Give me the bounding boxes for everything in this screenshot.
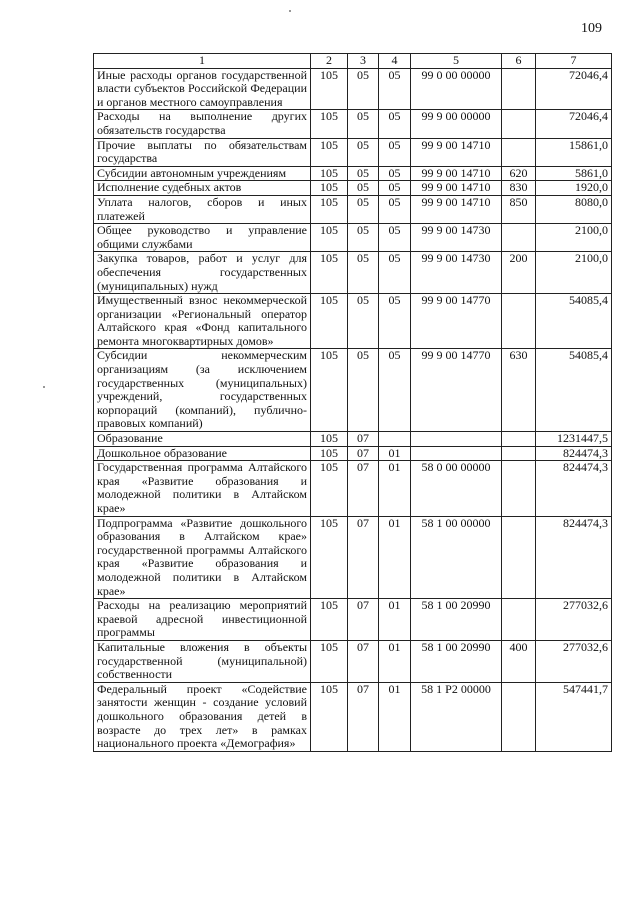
cell-expense-type: 850	[502, 195, 536, 223]
cell-subsection: 01	[379, 461, 411, 516]
cell-subsection: 05	[379, 166, 411, 181]
cell-expense-type	[502, 461, 536, 516]
cell-target-article: 99 9 00 14730	[411, 224, 502, 252]
table-row	[94, 181, 612, 196]
cell-target-article: 58 1 00 00000	[411, 516, 502, 599]
cell-expense-type	[502, 432, 536, 447]
cell-name: Расходы на реализацию мероприятий краевой адресной инвестиционной программы	[94, 599, 311, 641]
cell-target-article: 99 9 00 00000	[411, 110, 502, 138]
cell-name: Прочие выплаты по обязательствам государства	[94, 138, 311, 166]
cell-code: 105	[311, 294, 348, 349]
cell-code: 105	[311, 252, 348, 294]
cell-amount: 1231447,5	[536, 432, 612, 447]
budget-table	[93, 53, 612, 752]
cell-target-article: 58 1 00 20990	[411, 640, 502, 682]
cell-expense-type: 620	[502, 166, 536, 181]
cell-subsection: 01	[379, 599, 411, 641]
cell-subsection: 05	[379, 224, 411, 252]
cell-name: Иные расходы органов государственной власти субъектов Российской Федерации и органов местного самоуправления	[94, 68, 311, 110]
table-row	[94, 195, 612, 223]
cell-amount: 72046,4	[536, 68, 612, 110]
cell-code: 105	[311, 195, 348, 223]
table-row	[94, 446, 612, 461]
cell-section: 07	[348, 446, 379, 461]
cell-target-article: 58 0 00 00000	[411, 461, 502, 516]
cell-name: Закупка товаров, работ и услуг для обеспечения государственных (муниципальных) нужд	[94, 252, 311, 294]
table-row	[94, 599, 612, 641]
cell-amount: 547441,7	[536, 682, 612, 751]
table-row	[94, 224, 612, 252]
column-header: 4	[379, 54, 411, 69]
cell-section: 05	[348, 181, 379, 196]
table-row	[94, 682, 612, 751]
cell-section: 07	[348, 461, 379, 516]
cell-expense-type	[502, 682, 536, 751]
column-header: 7	[536, 54, 612, 69]
column-header: 6	[502, 54, 536, 69]
table-row	[94, 294, 612, 349]
cell-section: 07	[348, 432, 379, 447]
cell-expense-type	[502, 599, 536, 641]
cell-section: 05	[348, 294, 379, 349]
table-row	[94, 68, 612, 110]
cell-section: 05	[348, 138, 379, 166]
cell-amount: 2100,0	[536, 252, 612, 294]
cell-expense-type: 630	[502, 349, 536, 432]
cell-amount: 824474,3	[536, 516, 612, 599]
cell-section: 05	[348, 195, 379, 223]
cell-expense-type	[502, 224, 536, 252]
cell-amount: 824474,3	[536, 461, 612, 516]
cell-name: Образование	[94, 432, 311, 447]
cell-amount: 72046,4	[536, 110, 612, 138]
cell-subsection: 05	[379, 294, 411, 349]
cell-name: Общее руководство и управление общими службами	[94, 224, 311, 252]
cell-expense-type	[502, 294, 536, 349]
cell-code: 105	[311, 599, 348, 641]
cell-section: 07	[348, 682, 379, 751]
cell-name: Государственная программа Алтайского края «Развитие образования и молодежной политики в Алтайском крае»	[94, 461, 311, 516]
cell-code: 105	[311, 516, 348, 599]
table-row	[94, 432, 612, 447]
cell-expense-type	[502, 110, 536, 138]
cell-code: 105	[311, 166, 348, 181]
page-number: 109	[581, 21, 602, 36]
cell-code: 105	[311, 446, 348, 461]
cell-target-article: 58 1 P2 00000	[411, 682, 502, 751]
cell-amount: 1920,0	[536, 181, 612, 196]
cell-target-article: 99 9 00 14710	[411, 166, 502, 181]
cell-subsection: 01	[379, 640, 411, 682]
cell-code: 105	[311, 461, 348, 516]
cell-subsection: 01	[379, 516, 411, 599]
cell-subsection: 05	[379, 195, 411, 223]
scan-speck	[43, 386, 45, 388]
cell-subsection: 05	[379, 138, 411, 166]
cell-name: Подпрограмма «Развитие дошкольного образования в Алтайском крае» государственной программы Алтайского края «Развитие образования и молодежной политики в Алтайском крае»	[94, 516, 311, 599]
cell-section: 05	[348, 349, 379, 432]
cell-target-article	[411, 446, 502, 461]
cell-section: 05	[348, 68, 379, 110]
cell-name: Уплата налогов, сборов и иных платежей	[94, 195, 311, 223]
cell-section: 07	[348, 640, 379, 682]
column-header: 2	[311, 54, 348, 69]
cell-amount: 2100,0	[536, 224, 612, 252]
cell-amount: 54085,4	[536, 349, 612, 432]
cell-target-article	[411, 432, 502, 447]
cell-target-article: 99 9 00 14730	[411, 252, 502, 294]
cell-section: 05	[348, 252, 379, 294]
cell-amount: 5861,0	[536, 166, 612, 181]
column-header: 3	[348, 54, 379, 69]
cell-code: 105	[311, 349, 348, 432]
cell-name: Имущественный взнос некоммерческой организации «Региональный оператор Алтайского края «Фонд капитального ремонта многоквартирных домов»	[94, 294, 311, 349]
cell-section: 07	[348, 599, 379, 641]
cell-amount: 277032,6	[536, 640, 612, 682]
cell-target-article: 99 9 00 14770	[411, 294, 502, 349]
cell-subsection: 05	[379, 349, 411, 432]
cell-subsection: 01	[379, 446, 411, 461]
cell-expense-type	[502, 446, 536, 461]
table-row	[94, 110, 612, 138]
cell-expense-type	[502, 68, 536, 110]
cell-code: 105	[311, 682, 348, 751]
table-row	[94, 252, 612, 294]
scan-speck	[289, 10, 291, 12]
header-row	[94, 54, 612, 69]
cell-subsection: 05	[379, 110, 411, 138]
cell-name: Дошкольное образование	[94, 446, 311, 461]
cell-target-article: 99 9 00 14710	[411, 181, 502, 196]
cell-amount: 277032,6	[536, 599, 612, 641]
cell-target-article: 99 9 00 14710	[411, 195, 502, 223]
cell-expense-type: 400	[502, 640, 536, 682]
cell-name: Расходы на выполнение других обязательств государства	[94, 110, 311, 138]
cell-code: 105	[311, 224, 348, 252]
table-row	[94, 349, 612, 432]
cell-expense-type	[502, 138, 536, 166]
cell-code: 105	[311, 640, 348, 682]
cell-section: 05	[348, 166, 379, 181]
cell-code: 105	[311, 110, 348, 138]
cell-target-article: 99 9 00 14710	[411, 138, 502, 166]
cell-subsection: 05	[379, 181, 411, 196]
cell-name: Субсидии автономным учреждениям	[94, 166, 311, 181]
cell-code: 105	[311, 68, 348, 110]
cell-name: Капитальные вложения в объекты государственной (муниципальной) собственности	[94, 640, 311, 682]
column-header: 1	[94, 54, 311, 69]
table-row	[94, 461, 612, 516]
cell-amount: 8080,0	[536, 195, 612, 223]
cell-name: Исполнение судебных актов	[94, 181, 311, 196]
cell-name: Субсидии некоммерческим организациям (за исключением государственных (муниципальных) учреждений, государственных корпораций (компаний), публично-правовых компаний)	[94, 349, 311, 432]
cell-amount: 15861,0	[536, 138, 612, 166]
cell-name: Федеральный проект «Содействие занятости женщин - создание условий дошкольного образования детей в возрасте до трех лет» в рамках национального проекта «Демография»	[94, 682, 311, 751]
cell-expense-type	[502, 516, 536, 599]
cell-section: 05	[348, 224, 379, 252]
cell-expense-type: 200	[502, 252, 536, 294]
column-header: 5	[411, 54, 502, 69]
cell-code: 105	[311, 432, 348, 447]
cell-amount: 54085,4	[536, 294, 612, 349]
cell-expense-type: 830	[502, 181, 536, 196]
cell-subsection	[379, 432, 411, 447]
table-row	[94, 516, 612, 599]
table-row	[94, 138, 612, 166]
cell-section: 05	[348, 110, 379, 138]
cell-code: 105	[311, 138, 348, 166]
cell-target-article: 58 1 00 20990	[411, 599, 502, 641]
cell-amount: 824474,3	[536, 446, 612, 461]
cell-subsection: 05	[379, 68, 411, 110]
cell-subsection: 05	[379, 252, 411, 294]
cell-code: 105	[311, 181, 348, 196]
cell-target-article: 99 0 00 00000	[411, 68, 502, 110]
cell-section: 07	[348, 516, 379, 599]
table-row	[94, 166, 612, 181]
cell-subsection: 01	[379, 682, 411, 751]
table-row	[94, 640, 612, 682]
cell-target-article: 99 9 00 14770	[411, 349, 502, 432]
